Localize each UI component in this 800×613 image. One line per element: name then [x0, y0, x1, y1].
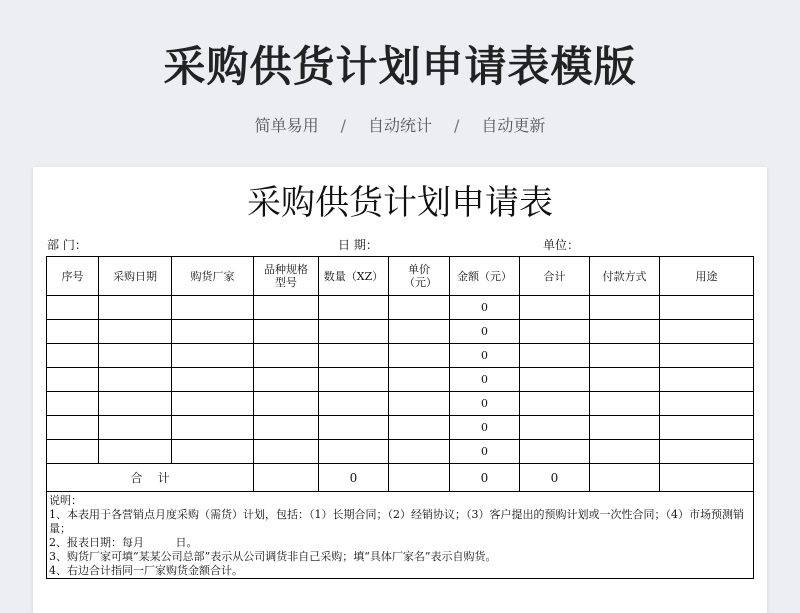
amount-cell[interactable]: 0	[450, 344, 520, 368]
table-row	[47, 440, 754, 464]
table-cell[interactable]	[254, 440, 319, 464]
table-cell[interactable]	[319, 320, 389, 344]
col-index: 序号	[47, 257, 99, 296]
dept-label: 部 门：	[47, 238, 87, 252]
table-cell[interactable]	[389, 320, 450, 344]
table-cell[interactable]	[172, 296, 254, 320]
header-row	[47, 257, 754, 296]
table-cell[interactable]	[520, 344, 590, 368]
table-cell[interactable]	[660, 392, 754, 416]
col-quantity: 数量（XZ）	[319, 257, 389, 296]
amount-cell[interactable]: 0	[450, 440, 520, 464]
table-cell[interactable]	[389, 392, 450, 416]
col-unit-price: 单价（元）	[389, 257, 450, 296]
table-cell[interactable]	[254, 464, 319, 492]
table-cell[interactable]	[660, 440, 754, 464]
date-label: 日 期：	[338, 238, 378, 252]
note-line: 3、购货厂家可填“某某公司总部”表示从公司调货非自己采购；填“具体厂家名”表示自购货。	[49, 550, 497, 563]
table-cell[interactable]	[99, 296, 172, 320]
table-cell[interactable]	[520, 416, 590, 440]
table-cell[interactable]	[389, 416, 450, 440]
table-cell[interactable]	[172, 320, 254, 344]
table-cell[interactable]	[590, 416, 660, 440]
table-cell[interactable]	[520, 368, 590, 392]
tag-separator: /	[340, 116, 346, 135]
note-line: 4、右边合计指同一厂家购货金额合计。	[49, 564, 243, 577]
total-label: 合 计	[47, 464, 254, 492]
table-cell[interactable]	[172, 368, 254, 392]
request-table	[46, 256, 754, 579]
amount-cell[interactable]: 0	[450, 392, 520, 416]
table-cell[interactable]	[172, 440, 254, 464]
col-purpose: 用途	[660, 257, 754, 296]
total-sum[interactable]: 0	[520, 464, 590, 492]
table-cell[interactable]	[660, 320, 754, 344]
col-spec: 品种规格型号	[254, 257, 319, 296]
table-cell[interactable]	[520, 392, 590, 416]
table-cell[interactable]	[590, 392, 660, 416]
table-cell[interactable]	[590, 344, 660, 368]
table-cell[interactable]	[319, 368, 389, 392]
table-cell[interactable]	[99, 416, 172, 440]
table-row	[47, 392, 754, 416]
total-quantity[interactable]: 0	[319, 464, 389, 492]
table-cell[interactable]	[660, 368, 754, 392]
table-cell[interactable]	[389, 440, 450, 464]
table-cell[interactable]	[389, 344, 450, 368]
tag-auto-stat: 自动统计	[367, 116, 432, 135]
table-cell[interactable]	[660, 344, 754, 368]
table-cell[interactable]	[99, 320, 172, 344]
total-row	[47, 464, 754, 492]
table-cell[interactable]	[389, 296, 450, 320]
notes-row	[47, 492, 754, 579]
col-payment: 付款方式	[590, 257, 660, 296]
table-row	[47, 368, 754, 392]
table-cell[interactable]	[319, 392, 389, 416]
table-cell[interactable]	[47, 320, 99, 344]
total-amount[interactable]: 0	[450, 464, 520, 492]
col-amount: 金额（元）	[450, 257, 520, 296]
note-line: 2、报表日期：每月 日。	[49, 536, 198, 549]
table-cell[interactable]	[99, 440, 172, 464]
table-row	[47, 416, 754, 440]
table-cell[interactable]	[590, 440, 660, 464]
table-cell[interactable]	[254, 368, 319, 392]
table-cell[interactable]	[660, 464, 754, 492]
table-cell[interactable]	[172, 416, 254, 440]
page-title: 采购供货计划申请表模版	[163, 42, 637, 91]
amount-cell[interactable]: 0	[450, 368, 520, 392]
amount-cell[interactable]: 0	[450, 320, 520, 344]
amount-cell[interactable]: 0	[450, 416, 520, 440]
tag-easy: 简单易用	[254, 116, 319, 135]
table-cell[interactable]	[389, 368, 450, 392]
tagline	[0, 113, 800, 136]
table-cell[interactable]	[590, 368, 660, 392]
table-cell[interactable]	[47, 296, 99, 320]
table-cell[interactable]	[254, 344, 319, 368]
spreadsheet-preview	[33, 167, 767, 613]
table-cell[interactable]	[520, 296, 590, 320]
table-cell[interactable]	[389, 464, 450, 492]
col-supplier: 购货厂家	[172, 257, 254, 296]
table-cell[interactable]	[47, 344, 99, 368]
table-cell[interactable]	[590, 320, 660, 344]
table-cell[interactable]	[172, 392, 254, 416]
table-cell[interactable]	[47, 368, 99, 392]
notes-heading: 说明：	[49, 494, 82, 507]
table-row	[47, 344, 754, 368]
table-cell[interactable]	[319, 344, 389, 368]
table-cell[interactable]	[99, 344, 172, 368]
table-cell[interactable]	[660, 296, 754, 320]
table-cell[interactable]	[590, 464, 660, 492]
tag-separator: /	[454, 116, 460, 135]
unit-label: 单位：	[543, 238, 580, 252]
table-cell[interactable]	[660, 416, 754, 440]
table-cell[interactable]	[319, 416, 389, 440]
table-cell[interactable]	[172, 344, 254, 368]
table-row	[47, 296, 754, 320]
col-sum: 合计	[520, 257, 590, 296]
table-cell[interactable]	[47, 392, 99, 416]
table-cell[interactable]	[99, 368, 172, 392]
table-cell[interactable]	[254, 416, 319, 440]
col-date: 采购日期	[99, 257, 172, 296]
table-cell[interactable]	[254, 392, 319, 416]
table-cell[interactable]	[520, 440, 590, 464]
amount-cell[interactable]: 0	[450, 296, 520, 320]
table-cell[interactable]	[47, 440, 99, 464]
table-cell[interactable]	[47, 416, 99, 440]
tag-auto-update: 自动更新	[481, 116, 546, 135]
table-row	[47, 320, 754, 344]
form-title: 采购供货计划申请表	[247, 183, 553, 223]
table-cell[interactable]	[254, 320, 319, 344]
table-cell[interactable]	[319, 296, 389, 320]
table-cell[interactable]	[319, 440, 389, 464]
table-cell[interactable]	[520, 320, 590, 344]
note-line: 1、本表用于各营销点月度采购（需货）计划，包括：（1）长期合同；（2）经销协议；（3）客户提出的预购计划或一次性合同；（4）市场预测销量；	[49, 508, 744, 535]
table-cell[interactable]	[254, 296, 319, 320]
table-cell[interactable]	[99, 392, 172, 416]
notes	[47, 492, 754, 579]
table-cell[interactable]	[590, 296, 660, 320]
